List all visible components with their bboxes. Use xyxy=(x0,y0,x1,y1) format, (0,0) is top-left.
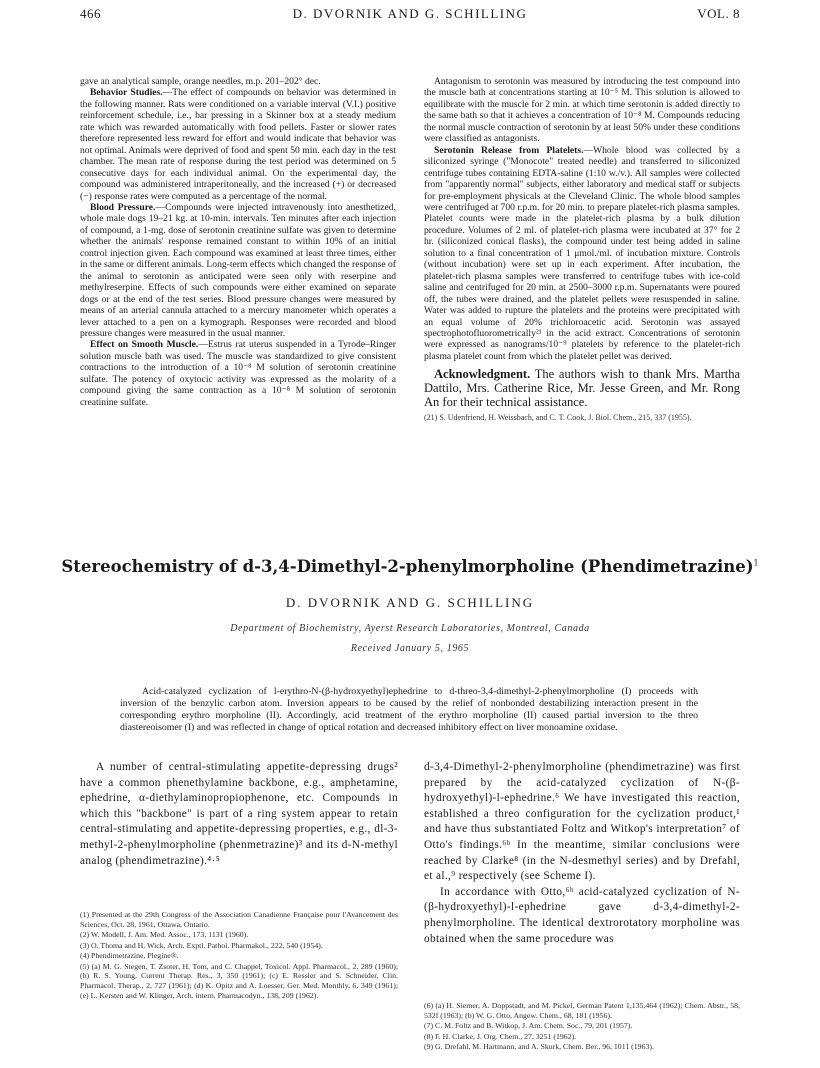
footnote-7: (7) C. M. Foltz and B. Witkop, J. Am. Chem. Soc., 79, 201 (1957). xyxy=(424,1021,633,1031)
smooth-text: —Estrus rat uterus suspended in a Tyrode–Ringer solution muscle bath was used. The muscle was standardized to give consistent contractions to the introduction of a 10⁻⁸ M solution of serotonin creatinine sulfate. The potency of oxytocic activity was expressed as the molarity of a compound giving the same contraction as a 10⁻⁸ M solution of serotonin creatinine sulfate. xyxy=(80,339,396,408)
footnotes-right xyxy=(424,1001,740,1053)
page-number: 466 xyxy=(80,6,101,21)
behavior-heading: Behavior Studies. xyxy=(90,87,163,99)
article-authors: D. DVORNIK AND G. SCHILLING xyxy=(285,595,535,610)
smooth-paragraph xyxy=(80,339,396,408)
prev-intro-text: gave an analytical sample, orange needles, m.p. 201–202° dec. xyxy=(80,76,321,87)
article-title-text: Stereochemistry of d-3,4-Dimethyl-2-phenylmorpholine (Phendimetrazine) xyxy=(61,557,754,576)
running-header xyxy=(80,6,740,26)
acknowledgment-text: The authors wish to thank Mrs. Martha Dattilo, Mrs. Catherine Rice, Mr. Jesse Green, and Mr. Rong An for their technical assistance. xyxy=(424,367,741,410)
antagonism-text: Antagonism to serotonin was measured by introducing the test compound into the muscle bath at concentrations starting at 10⁻⁵ M. This solution is allowed to equilibrate with the muscle for 2 min. at which time serotonin is added directly to the same bath so that it achieves a concentration of 10⁻⁸ M. Compounds reducing the normal muscle contraction of serotonin by at least 50% under these conditions were classified as antagonists. xyxy=(424,76,740,145)
prev-article-right-column xyxy=(424,76,740,423)
footnote-8: (8) F. H. Clarke, J. Org. Chem., 27, 3251 (1962). xyxy=(424,1031,577,1041)
acknowledgment-heading: Acknowledgment. xyxy=(434,367,531,382)
volume-label: VOL. 8 xyxy=(697,6,740,21)
article-title xyxy=(40,557,780,576)
blood-text: —Compounds were injected intravenously into anesthetized, whole male dogs 19–21 kg. at 10-min. intervals. Ten minutes after each injection of compound, a 1-mg. dose of serotonin creatinine sulfate was given to determine whether the animals' response remained constant to within 10% of an initial control injection given. Each compound was examined at least three times, either in the same or different animals. Long-term effects which changed the response of the animal to serotonin as anticipated were seen only with reserpine and methylreserpine. Effects of such compounds were either examined on separate dogs or at the end of the test series. Blood pressure changes were measured by means of an arterial cannula attached to a mercury manometer which operates a lever attached to a pen on a kymograph. Responses were recorded and blood pressure changes were measured in the usual manner. xyxy=(80,201,396,339)
prev-article-left-column xyxy=(80,76,396,408)
footnote-3: (3) O. Thoma and H. Wick, Arch. Exptl. Pathol. Pharmakol., 222, 540 (1954). xyxy=(80,940,323,950)
footnote-2: (2) W. Modell, J. Am. Med. Assoc., 173, 1131 (1960). xyxy=(80,930,249,940)
body-left-paragraph: A number of central-stimulating appetite-depressing drugs² have a common phenethylamine backbone, e.g., amphetamine, ephedrine, α-diethylaminopropiophenone, etc. Compounds in which this "backbone" is part of a ring system appear to retain central-stimulating and appetite-depressing properties, e.g., dl-3-methyl-2-phenylmorpholine (phenmetrazine)³ and its d-N-methyl analog (phendimetrazine).⁴·⁵ xyxy=(80,761,398,867)
footnote-1: (1) Presented at the 29th Congress of the Association Canadienne Française pour l'Avancement des Sciences, Oct. 28, 1961, Ottawa, Ontario. xyxy=(80,910,398,929)
footnotes-left xyxy=(80,910,398,1002)
body-left-column xyxy=(80,760,398,869)
footnote-4: (4) Phendimetrazine, Plegine®. xyxy=(80,951,179,961)
article-affiliation: Department of Biochemistry, Ayerst Research Laboratories, Montreal, Canada xyxy=(230,623,590,634)
blood-heading: Blood Pressure. xyxy=(90,201,156,213)
running-title: D. DVORNIK AND G. SCHILLING xyxy=(292,6,528,21)
serotonin-paragraph xyxy=(424,145,740,363)
article-received-date: Received January 5, 1965 xyxy=(350,643,470,654)
footnote-21: (21) S. Udenfriend, H. Weissbach, and C. T. Cook, J. Biol. Chem., 215, 337 (1955). xyxy=(424,413,692,423)
body-right-column xyxy=(424,760,740,947)
serotonin-text: —Whole blood was collected by a siliconized syringe ("Monocote" treated needle) and transferred to siliconized centrifuge tubes containing EDTA-saline (1:10 w./v.). All samples were collected from "apparently normal" subjects, either laboratory and medical staff or subjects for pre-employment physicals at the Cleveland Clinic. The whole blood samples were centrifuged at 700 r.p.m. for 20 min. to prepare platelet-rich plasma samples. Platelet counts were made in the platelet-rich plasma by a bulk dilution procedure. Volumes of 2 ml. of platelet-rich plasma were incubated at 37° for 2 hr. (siliconized conical flasks), the compound under test being added in saline solution to a final concentration of 1 μmol./ml. of incubation mixture. Controls (without incubation) were set up in each experiment. After incubation, the platelet-rich plasma samples were transferred to centrifuge tubes with ice-cold saline and centrifuged for 20 min. at 2500–3000 r.p.m. Supernatants were poured off, the tubes were drained, and the platelet pellets were resuspended in saline. Water was added to rupture the platelets and the proteins were precipitated with an equal volume of 20% trichloroacetic acid. Serotonin was assayed spectrophotofluorometrically²¹ in the acid extract. Concentrations of serotonin were expressed as nanograms/10⁻⁹ platelets by reference to the platelet-rich plasma platelet count from which the platelet pellet was derived. xyxy=(424,144,740,362)
footnote-5: (5) (a) M. G. Stegen, T. Zsoter, H. Tom, and C. Chappel, Toxicol. Appl. Pharmacol., 2, 289 (1960); (b) R. S. Young, Current Therap. Res., 3, 350 (1961); (c) E. Ressler and S. Schneider, Clin. Pharmacol. Therap., 2, 727 (1961); (d) K. Opitz and A. Loesser, Ger. Med. Monthly, 6, 349 (1961); (e) L. Kersten and W. Klinger, Arch. intern. Pharmacodyn., 138, 209 (1962). xyxy=(80,961,398,1001)
blood-paragraph xyxy=(80,202,396,339)
behavior-text: —The effect of compounds on behavior was determined in the following manner. Rats were conditioned on a variable interval (V.I.) positive reinforcement schedule, i.e., bar pressing in a Skinner box at a steady medium rate which was rewarded automatically with food pellets. Faster or slower rates therefore represented less reward for effort and would indicate that behavior was not optimal. Animals were deprived of food and spent 50 min. each day in the test chamber. The mean rate of response during the test period was determined on 5 consecutive days for each individual animal. On the experimental day, the compound was administered intraperitoneally, and the increased (+) or decreased (−) response rates were computed as a percentage of the normal. xyxy=(80,87,396,202)
footnote-9: (9) G. Drefahl, M. Hartmann, and A. Skurk, Chem. Ber., 96, 1011 (1963). xyxy=(424,1042,654,1052)
body-right-paragraph-2: In accordance with Otto,⁶ᵇ acid-catalyzed cyclization of N-(β-hydroxyethyl)-l-ephedrine gave d-3,4-dimethyl-2-phenylmorpholine. The identical dextrorotatory morpholine was obtained when the same procedure was xyxy=(424,885,740,945)
serotonin-heading: Serotonin Release from Platelets. xyxy=(434,144,584,156)
footnote-6: (6) (a) H. Siemer, A. Doppstadt, and M. Pickel, German Patent 1,135,464 (1962); Chem. Abstr., 58, 532f (1963); (b) W. G. Otto, Angew. Chem., 68, 181 (1956). xyxy=(424,1001,740,1020)
acknowledgment-paragraph xyxy=(424,367,740,409)
body-right-paragraph-1: d-3,4-Dimethyl-2-phenylmorpholine (phendimetrazine) was first prepared by the acid-catalyzed cyclization of N-(β-hydroxyethyl)-l-ephedrine.⁶ We have investigated this reaction, established a threo configuration for the cyclization product,¹ and have thus substantiated Foltz and Witkop's interpretation⁷ of Otto's findings.⁶ᵇ In the meantime, similar conclusions were reached by Clarke⁸ (in the N-desmethyl series) and by Drefahl, et al.,⁹ respectively (see Scheme I). xyxy=(424,761,740,883)
article-title-footnote-mark: 1 xyxy=(753,558,759,568)
behavior-paragraph xyxy=(80,87,396,202)
article-abstract: Acid-catalyzed cyclization of l-erythro-N-(β-hydroxyethyl)ephedrine to d-threo-3,4-dimethyl-2-phenylmorpholine (I) proceeds with inversion of the benzylic carbon atom. Inversion appears to be caused by the relief of nonbonded destabilizing interaction present in the corresponding erythro morpholine (II). Accordingly, acid treatment of the erythro morpholine (II) caused partial inversion to the threo diastereoisomer (I) and was reflected in change of optical rotation and decreased inhibitory effect on liver monoamine oxidase. xyxy=(120,686,698,734)
smooth-heading: Effect on Smooth Muscle. xyxy=(90,339,199,351)
